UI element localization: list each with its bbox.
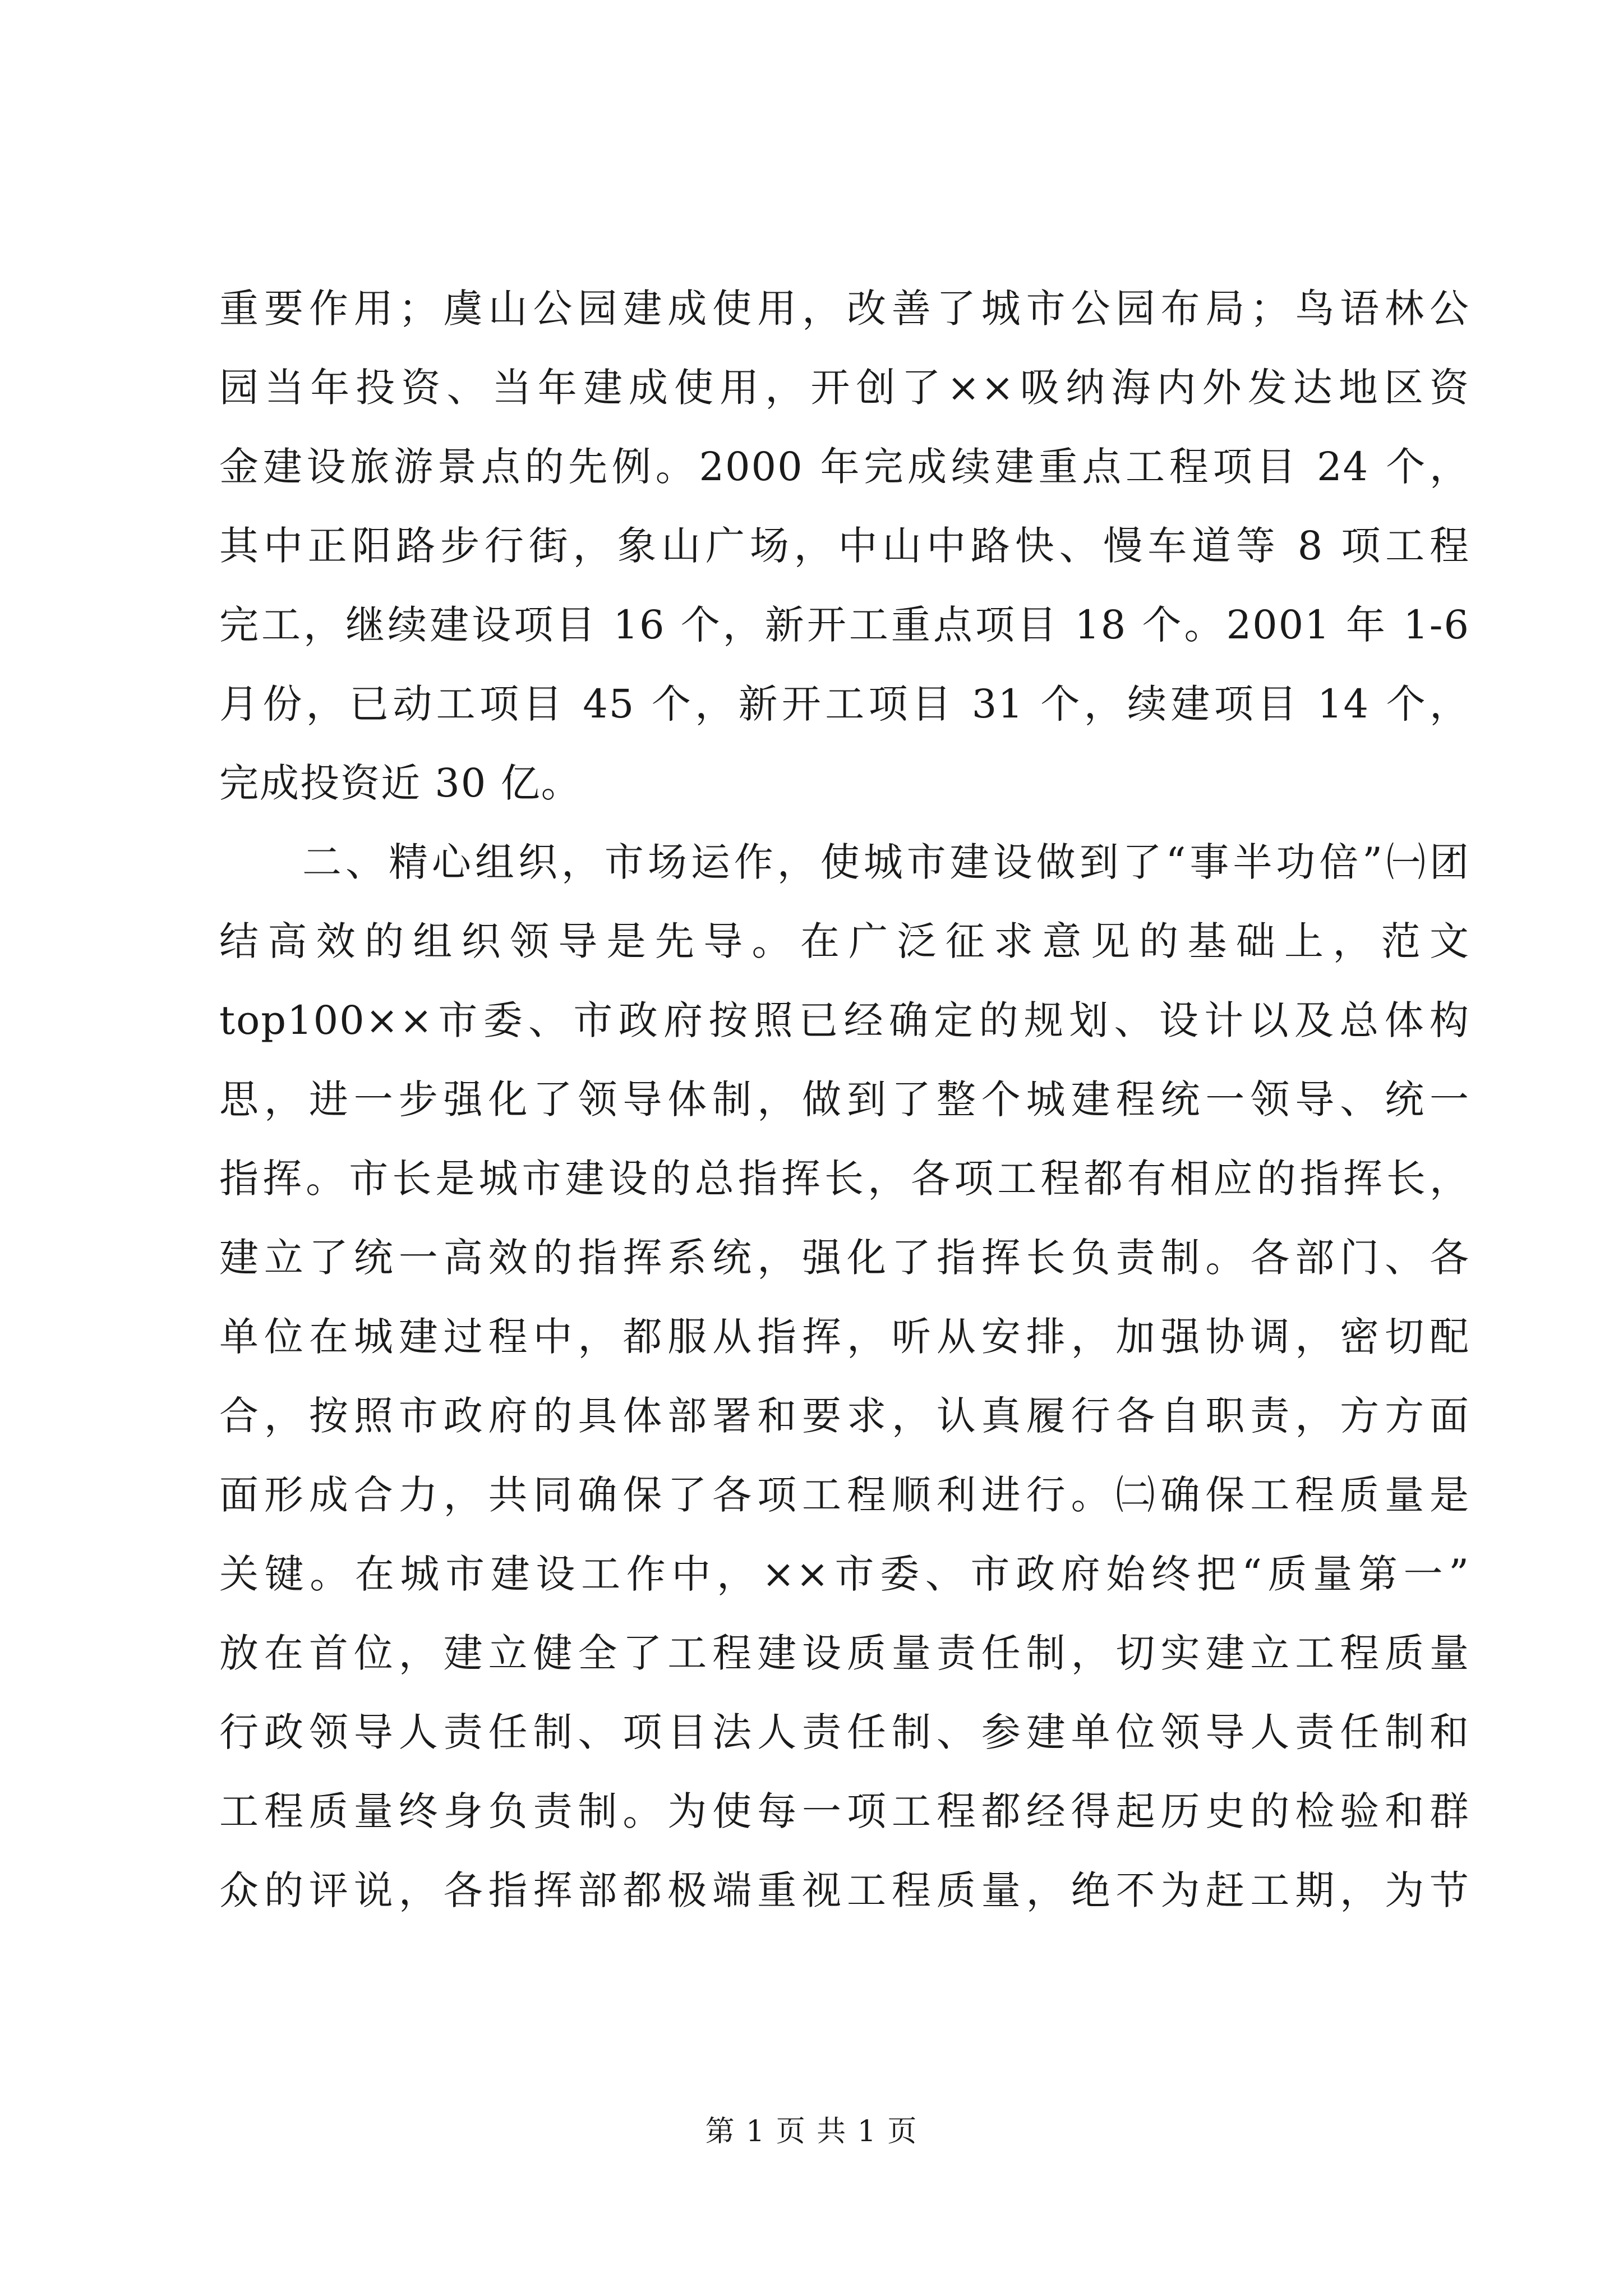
text-line: 重要作用；虞山公园建成使用，改善了城市公园布局；鸟语林公 [219,286,1470,332]
text-line: 指挥。市长是城市建设的总指挥长，各项工程都有相应的指挥长， [219,1156,1470,1202]
text-line: 众的评说，各指挥部都极端重视工程质量，绝不为赶工期，为节 [219,1867,1470,1913]
page-number-label: 第 1 页 共 1 页 [705,2115,918,2148]
text-line: 放在首位，建立健全了工程建设质量责任制，切实建立工程质量 [219,1630,1470,1676]
text-line: 关键。在城市建设工作中，××市委、市政府始终把“质量第一” [219,1551,1470,1597]
text-line: 二、精心组织，市场运作，使城市建设做到了“事半功倍”㈠团 [302,839,1470,885]
text-line: 结高效的组织领导是先导。在广泛征求意见的基础上，范文 [219,918,1470,964]
text-line: top100××市委、市政府按照已经确定的规划、设计以及总体构 [219,997,1470,1043]
text-line: 合，按照市政府的具体部署和要求，认真履行各自职责，方方面 [219,1393,1470,1439]
text-line: 月份，已动工项目 45 个，新开工项目 31 个，续建项目 14 个， [219,681,1470,727]
text-line: 园当年投资、当年建成使用，开创了××吸纳海内外发达地区资 [219,365,1470,411]
text-line: 金建设旅游景点的先例。2000 年完成续建重点工程项目 24 个， [219,444,1470,490]
text-line: 完成投资近 30 亿。 [219,760,582,806]
text-line: 面形成合力，共同确保了各项工程顺利进行。㈡确保工程质量是 [219,1472,1470,1518]
text-line: 单位在城建过程中，都服从指挥，听从安排，加强协调，密切配 [219,1314,1470,1360]
page-footer [0,2109,1623,2154]
text-line: 完工，继续建设项目 16 个，新开工重点项目 18 个。2001 年 1-6 [219,602,1470,648]
text-line: 工程质量终身负责制。为使每一项工程都经得起历史的检验和群 [219,1788,1470,1834]
body-text [219,269,1470,1930]
text-line: 行政领导人责任制、项目法人责任制、参建单位领导人责任制和 [219,1709,1470,1755]
text-line: 建立了统一高效的指挥系统，强化了指挥长负责制。各部门、各 [219,1235,1470,1281]
text-line: 思，进一步强化了领导体制，做到了整个城建程统一领导、统一 [219,1076,1470,1122]
text-line: 其中正阳路步行街，象山广场，中山中路快、慢车道等 8 项工程 [219,523,1470,569]
